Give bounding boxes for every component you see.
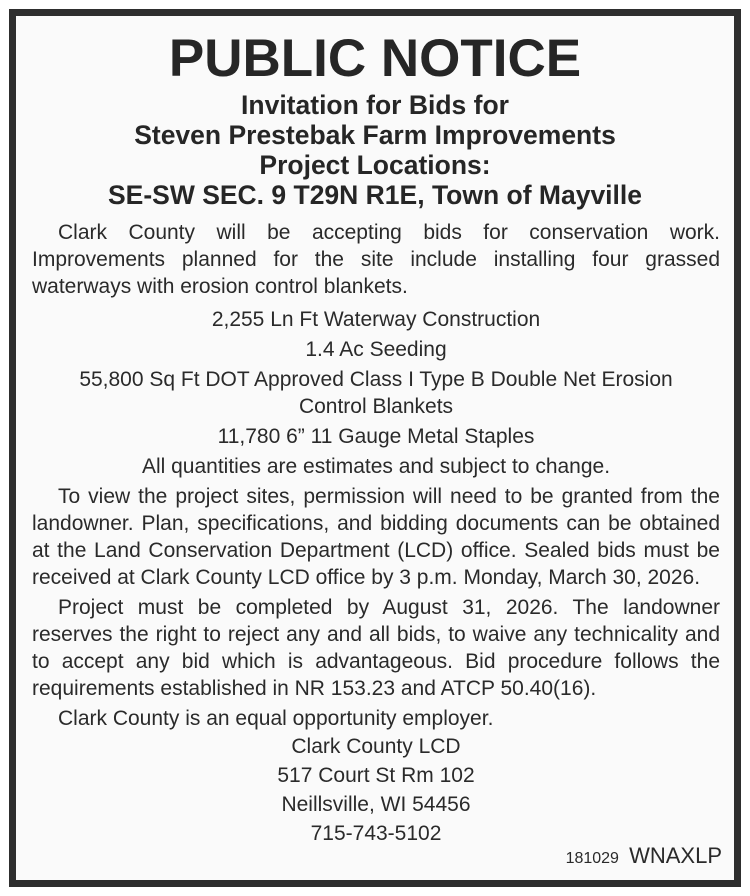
contact-phone: 715-743-5102 bbox=[310, 822, 442, 845]
intro-paragraph: Clark County will be accepting bids for conservation work. Improvements planned for the site include installing four grassed waterways with erosion control blankets. bbox=[32, 221, 720, 298]
site-view-paragraph: To view the project sites, permission will need to be granted from the landowner. Plan, specifications, and bidding documents can be obtained at the Land Conservation Department (LCD) office. Sealed bids must be received at Clark County LCD office by 3 p.m. Monday, March 30, 2026. bbox=[32, 485, 720, 589]
notice-body bbox=[32, 219, 720, 848]
item-line: 11,780 6” 11 Gauge Metal Staples bbox=[217, 425, 535, 448]
estimate-note: All quantities are estimates and subject to change. bbox=[141, 455, 611, 478]
ad-code-text: WNAXLP bbox=[629, 843, 722, 868]
subheading-line: Invitation for Bids for bbox=[241, 90, 509, 120]
notice-frame bbox=[9, 9, 741, 887]
subheading-line: Project Locations: bbox=[259, 150, 491, 180]
subheading-line: SE-SW SEC. 9 T29N R1E, Town of Mayville bbox=[107, 180, 643, 210]
item-line: 2,255 Ln Ft Waterway Construction bbox=[211, 308, 541, 331]
contact-city: Neillsville, WI 54456 bbox=[281, 793, 471, 816]
contact-block bbox=[32, 732, 720, 848]
contact-org: Clark County LCD bbox=[291, 735, 461, 758]
notice-title: PUBLIC NOTICE bbox=[168, 29, 582, 88]
notice-subheading bbox=[16, 90, 734, 210]
contact-street: 517 Court St Rm 102 bbox=[277, 764, 475, 787]
ad-code bbox=[566, 843, 722, 869]
item-line: 1.4 Ac Seeding bbox=[305, 338, 447, 361]
subheading-line: Steven Prestebak Farm Improvements bbox=[134, 120, 616, 150]
equal-opportunity-line: Clark County is an equal opportunity employer. bbox=[58, 707, 494, 730]
ad-number: 181029 bbox=[565, 850, 619, 867]
item-line: 55,800 Sq Ft DOT Approved Class I Type B Double Net Erosion Control Blankets bbox=[79, 368, 673, 418]
completion-paragraph: Project must be completed by August 31, 2026. The landowner reserves the right to reject any and all bids, to waive any technicality and to accept any bid which is advantageous. Bid procedure follows the requirements established in NR 153.23 and ATCP 50.40(16). bbox=[32, 596, 720, 700]
